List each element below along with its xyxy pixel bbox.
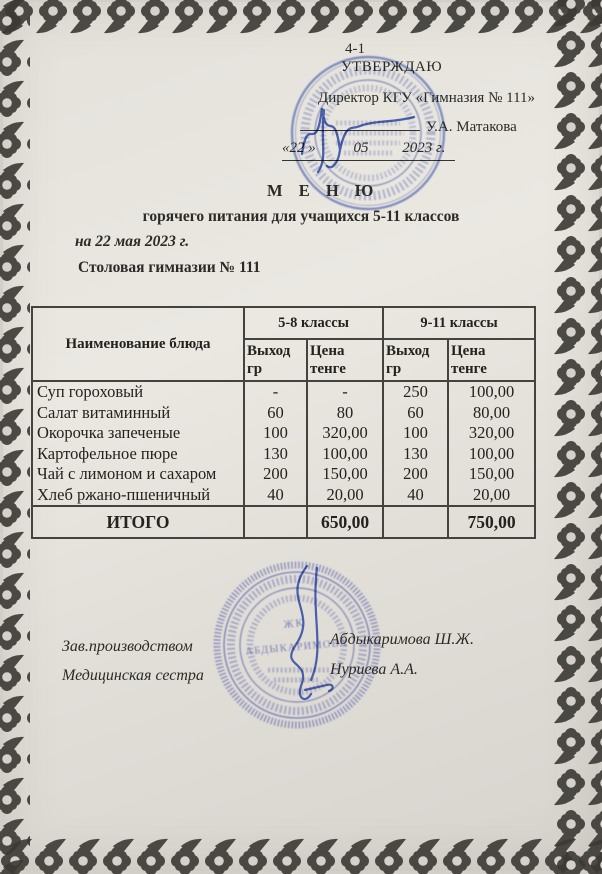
- signatory-name-2: Нуриева А.А.: [330, 661, 418, 678]
- cell-out-5-8: -: [244, 381, 307, 403]
- cell-dish: Салат витаминный: [32, 403, 244, 424]
- cell-dish: Суп гороховый: [32, 381, 244, 403]
- table-row: [32, 444, 535, 465]
- col-header-price-9-11: [448, 339, 535, 381]
- col-header-dish: Наименование блюда: [32, 307, 244, 381]
- cell-out-9-11: 130: [383, 444, 448, 465]
- col-header-out-5-8: [244, 339, 307, 381]
- approver-title: Директор КГУ «Гимназия № 111»: [318, 90, 536, 106]
- stamp-text-name: АБДЫКАРИМОВА: [245, 637, 349, 658]
- cell-dish: Чай с лимоном и сахаром: [32, 464, 244, 485]
- approval-date-year: 2023 г.: [402, 140, 446, 156]
- cell-price-5-8: 150,00: [307, 464, 383, 485]
- cell-out-5-8: 100: [244, 423, 307, 444]
- signature-top-strokes: [302, 108, 414, 172]
- table-row: [32, 485, 535, 507]
- total-out-9-11: [383, 506, 448, 538]
- cell-out-9-11: 60: [383, 403, 448, 424]
- price-label-line2: тенге: [310, 361, 346, 377]
- cell-dish: Картофельное пюре: [32, 444, 244, 465]
- approve-label: УТВЕРЖДАЮ: [341, 59, 443, 75]
- cell-price-5-8: 320,00: [307, 423, 383, 444]
- price-label-line1: Цена: [451, 343, 486, 359]
- cell-out-5-8: 130: [244, 444, 307, 465]
- cell-out-9-11: 40: [383, 485, 448, 507]
- menu-table: [31, 306, 536, 539]
- menu-subtitle: горячего питания для учащихся 5-11 классов: [142, 208, 460, 225]
- signatory-position-2: Медицинская сестра: [62, 667, 204, 684]
- cell-price-9-11: 100,00: [448, 381, 535, 403]
- table-row: [32, 423, 535, 444]
- approval-date-day: «22 »: [282, 140, 316, 156]
- table-row: [32, 464, 535, 485]
- col-group-9-11: 9-11 классы: [383, 307, 535, 339]
- signatory-name-1: Абдыкаримова Ш.Ж.: [330, 631, 474, 648]
- cell-price-5-8: -: [307, 381, 383, 403]
- out-label-line2: гр: [247, 361, 263, 377]
- out-label-line1: Выход: [247, 343, 291, 359]
- cell-out-5-8: 200: [244, 464, 307, 485]
- col-group-5-8: 5-8 классы: [244, 307, 383, 339]
- price-label-line2: тенге: [451, 361, 487, 377]
- total-label: ИТОГО: [32, 506, 244, 538]
- cell-price-5-8: 100,00: [307, 444, 383, 465]
- cell-price-9-11: 320,00: [448, 423, 535, 444]
- col-header-out-9-11: [383, 339, 448, 381]
- cell-price-9-11: 100,00: [448, 444, 535, 465]
- cell-out-5-8: 40: [244, 485, 307, 507]
- canteen-name: Столовая гимназии № 111: [78, 259, 261, 276]
- signatory-position-1: Зав.производством: [62, 638, 193, 655]
- cell-price-9-11: 80,00: [448, 403, 535, 424]
- table-total-row: [32, 506, 535, 538]
- doc-number: 4-1: [345, 41, 365, 57]
- menu-date: на 22 мая 2023 г.: [75, 233, 190, 250]
- cell-price-9-11: 150,00: [448, 464, 535, 485]
- cell-dish: Хлеб ржано-пшеничный: [32, 485, 244, 507]
- stamp-text-zhk: ЖК: [283, 616, 306, 631]
- col-header-price-5-8: [307, 339, 383, 381]
- out-label-line1: Выход: [386, 343, 430, 359]
- cell-price-5-8: 80: [307, 403, 383, 424]
- total-price-9-11: 750,00: [448, 506, 535, 538]
- menu-table-header: [32, 307, 535, 381]
- table-row: [32, 381, 535, 403]
- approver-name: У.А. Матакова: [426, 119, 517, 135]
- cell-dish: Окорочка запеченые: [32, 423, 244, 444]
- total-out-5-8: [244, 506, 307, 538]
- menu-table-body: [32, 381, 535, 538]
- cell-price-9-11: 20,00: [448, 485, 535, 507]
- cell-out-9-11: 250: [383, 381, 448, 403]
- signature-bottom-strokes: [291, 566, 332, 699]
- menu-title: М Е Н Ю: [267, 181, 380, 200]
- total-price-5-8: 650,00: [307, 506, 383, 538]
- cell-out-5-8: 60: [244, 403, 307, 424]
- out-label-line2: гр: [386, 361, 402, 377]
- signature-top: [292, 96, 427, 181]
- cell-out-9-11: 100: [383, 423, 448, 444]
- price-label-line1: Цена: [310, 343, 345, 359]
- cell-out-9-11: 200: [383, 464, 448, 485]
- cell-price-5-8: 20,00: [307, 485, 383, 507]
- table-row: [32, 403, 535, 424]
- approval-date-month: 05: [353, 140, 369, 156]
